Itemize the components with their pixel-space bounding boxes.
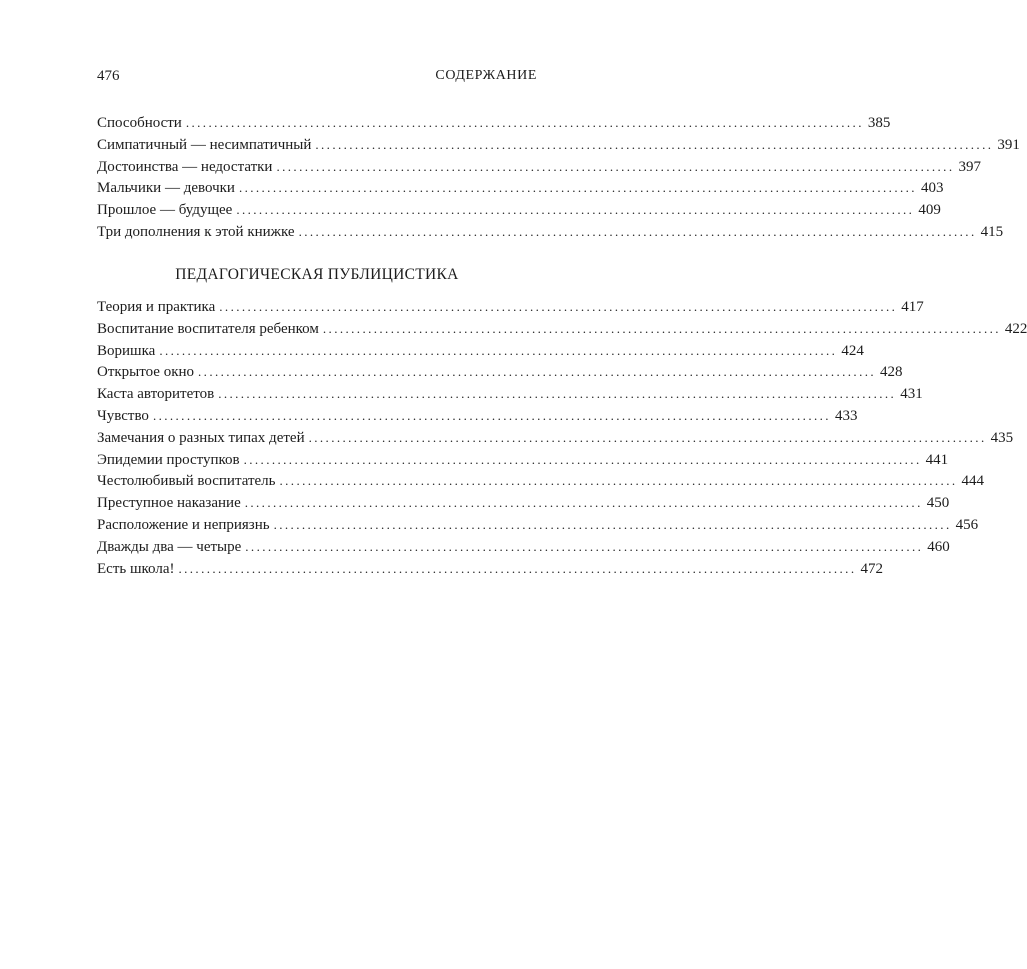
toc-entry-page: 417 bbox=[901, 299, 924, 315]
toc-entry-title: Расположение и неприязнь bbox=[97, 516, 270, 533]
toc-entry[interactable] bbox=[97, 340, 864, 362]
dot-leader: ........................................................................................................................ bbox=[185, 115, 864, 130]
toc-entry-title: Способности bbox=[97, 115, 182, 131]
toc-entry-page: 435 bbox=[990, 429, 1014, 446]
toc-entry-page: 385 bbox=[867, 115, 891, 131]
dot-leader: ........................................................................................................................ bbox=[236, 202, 915, 218]
toc-list bbox=[97, 112, 1020, 243]
dot-leader: ........................................................................................................................ bbox=[322, 320, 1001, 336]
toc-entry-title: Теория и практика bbox=[97, 299, 216, 315]
dot-leader: ........................................................................................................................ bbox=[298, 223, 977, 239]
toc-entry-page: 456 bbox=[955, 516, 979, 533]
toc-entry-page: 444 bbox=[961, 473, 984, 490]
dot-leader: ........................................................................................................................ bbox=[315, 136, 994, 152]
toc-entry[interactable] bbox=[97, 558, 883, 580]
toc-entry-title: Есть школа! bbox=[97, 560, 175, 577]
toc-entry-title: Достоинства — недостатки bbox=[97, 158, 273, 175]
dot-leader: ........................................................................................................................ bbox=[238, 180, 917, 196]
toc-entry-page: 428 bbox=[880, 364, 903, 381]
toc-entry-title: Чувство bbox=[97, 407, 149, 424]
toc-entry[interactable] bbox=[97, 470, 984, 492]
toc-entry-title: Симпатичный — несимпатичный bbox=[97, 136, 312, 153]
toc-entry-page: 415 bbox=[980, 223, 1004, 240]
toc-entry-title: Три дополнения к этой книжке bbox=[97, 223, 295, 240]
toc-entry-title: Замечания о разных типах детей bbox=[97, 429, 305, 446]
toc-entry-page: 409 bbox=[918, 202, 941, 219]
toc-entry-page: 431 bbox=[900, 386, 923, 403]
toc-entry-page: 441 bbox=[925, 451, 949, 468]
toc-entry-page: 433 bbox=[834, 407, 858, 424]
toc-entry-title: Открытое окно bbox=[97, 364, 195, 381]
toc-entry-title: Эпидемии проступков bbox=[97, 451, 240, 468]
running-head: СОДЕРЖАНИЕ bbox=[435, 68, 537, 83]
dot-leader: ........................................................................................................................ bbox=[279, 473, 958, 489]
toc-entry-page: 397 bbox=[958, 158, 981, 175]
dot-leader: ........................................................................................................................ bbox=[244, 495, 923, 511]
toc-entry-title: Прошлое — будущее bbox=[97, 202, 233, 219]
toc-entry-title: Преступное наказание bbox=[97, 495, 241, 512]
toc-entry-title: Воспитание воспитателя ребенком bbox=[97, 320, 319, 337]
dot-leader: ........................................................................................................................ bbox=[245, 538, 924, 554]
toc-entry-title: Воришка bbox=[97, 342, 156, 359]
toc-entry-title: Мальчики — девочки bbox=[97, 180, 235, 197]
toc-entry-page: 472 bbox=[860, 560, 883, 577]
page-number: 476 bbox=[97, 68, 120, 84]
toc-entry[interactable] bbox=[97, 383, 923, 405]
toc-entry-page: 403 bbox=[920, 180, 944, 197]
toc-entry-page: 422 bbox=[1004, 320, 1027, 337]
toc-entry[interactable] bbox=[97, 134, 1020, 156]
dot-leader: ........................................................................................................................ bbox=[308, 429, 987, 445]
dot-leader: ........................................................................................................................ bbox=[273, 516, 952, 532]
toc-entry-page: 450 bbox=[926, 495, 950, 512]
toc-entry-page: 460 bbox=[927, 538, 950, 555]
dot-leader: ........................................................................................................................ bbox=[243, 451, 922, 467]
toc-entry[interactable] bbox=[97, 177, 944, 199]
toc-entry[interactable] bbox=[97, 405, 858, 427]
section-heading: ПЕДАГОГИЧЕСКАЯ ПУБЛИЦИСТИКА bbox=[175, 266, 459, 283]
toc-entry[interactable] bbox=[97, 361, 903, 383]
toc-entry[interactable] bbox=[97, 449, 949, 471]
toc-entry[interactable] bbox=[97, 221, 1004, 243]
dot-leader: ........................................................................................................................ bbox=[276, 158, 955, 174]
toc-entry-page: 424 bbox=[841, 342, 864, 359]
dot-leader: ........................................................................................................................ bbox=[218, 386, 897, 402]
toc-entry[interactable] bbox=[97, 156, 981, 178]
dot-leader: ........................................................................................................................ bbox=[178, 560, 857, 576]
toc-entry-title: Дважды два — четыре bbox=[97, 538, 242, 555]
toc-entry[interactable] bbox=[97, 318, 1027, 340]
toc-entry[interactable] bbox=[97, 492, 950, 514]
toc-entry-title: Честолюбивый воспитатель bbox=[97, 473, 276, 490]
toc-entry[interactable] bbox=[97, 536, 950, 558]
page-header bbox=[97, 68, 537, 88]
dot-leader: ........................................................................................................................ bbox=[198, 364, 877, 380]
dot-leader: ........................................................................................................................ bbox=[159, 342, 838, 358]
toc-list bbox=[97, 296, 1027, 579]
toc-entry-page: 391 bbox=[997, 136, 1020, 153]
toc-entry[interactable] bbox=[97, 199, 941, 221]
toc-entry[interactable] bbox=[97, 427, 1014, 449]
dot-leader: ........................................................................................................................ bbox=[152, 407, 831, 423]
toc-entry[interactable] bbox=[97, 296, 924, 318]
toc-entry[interactable] bbox=[97, 514, 979, 536]
dot-leader: ........................................................................................................................ bbox=[219, 299, 898, 314]
toc-entry-title: Каста авторитетов bbox=[97, 386, 215, 403]
toc-entry[interactable] bbox=[97, 112, 891, 134]
